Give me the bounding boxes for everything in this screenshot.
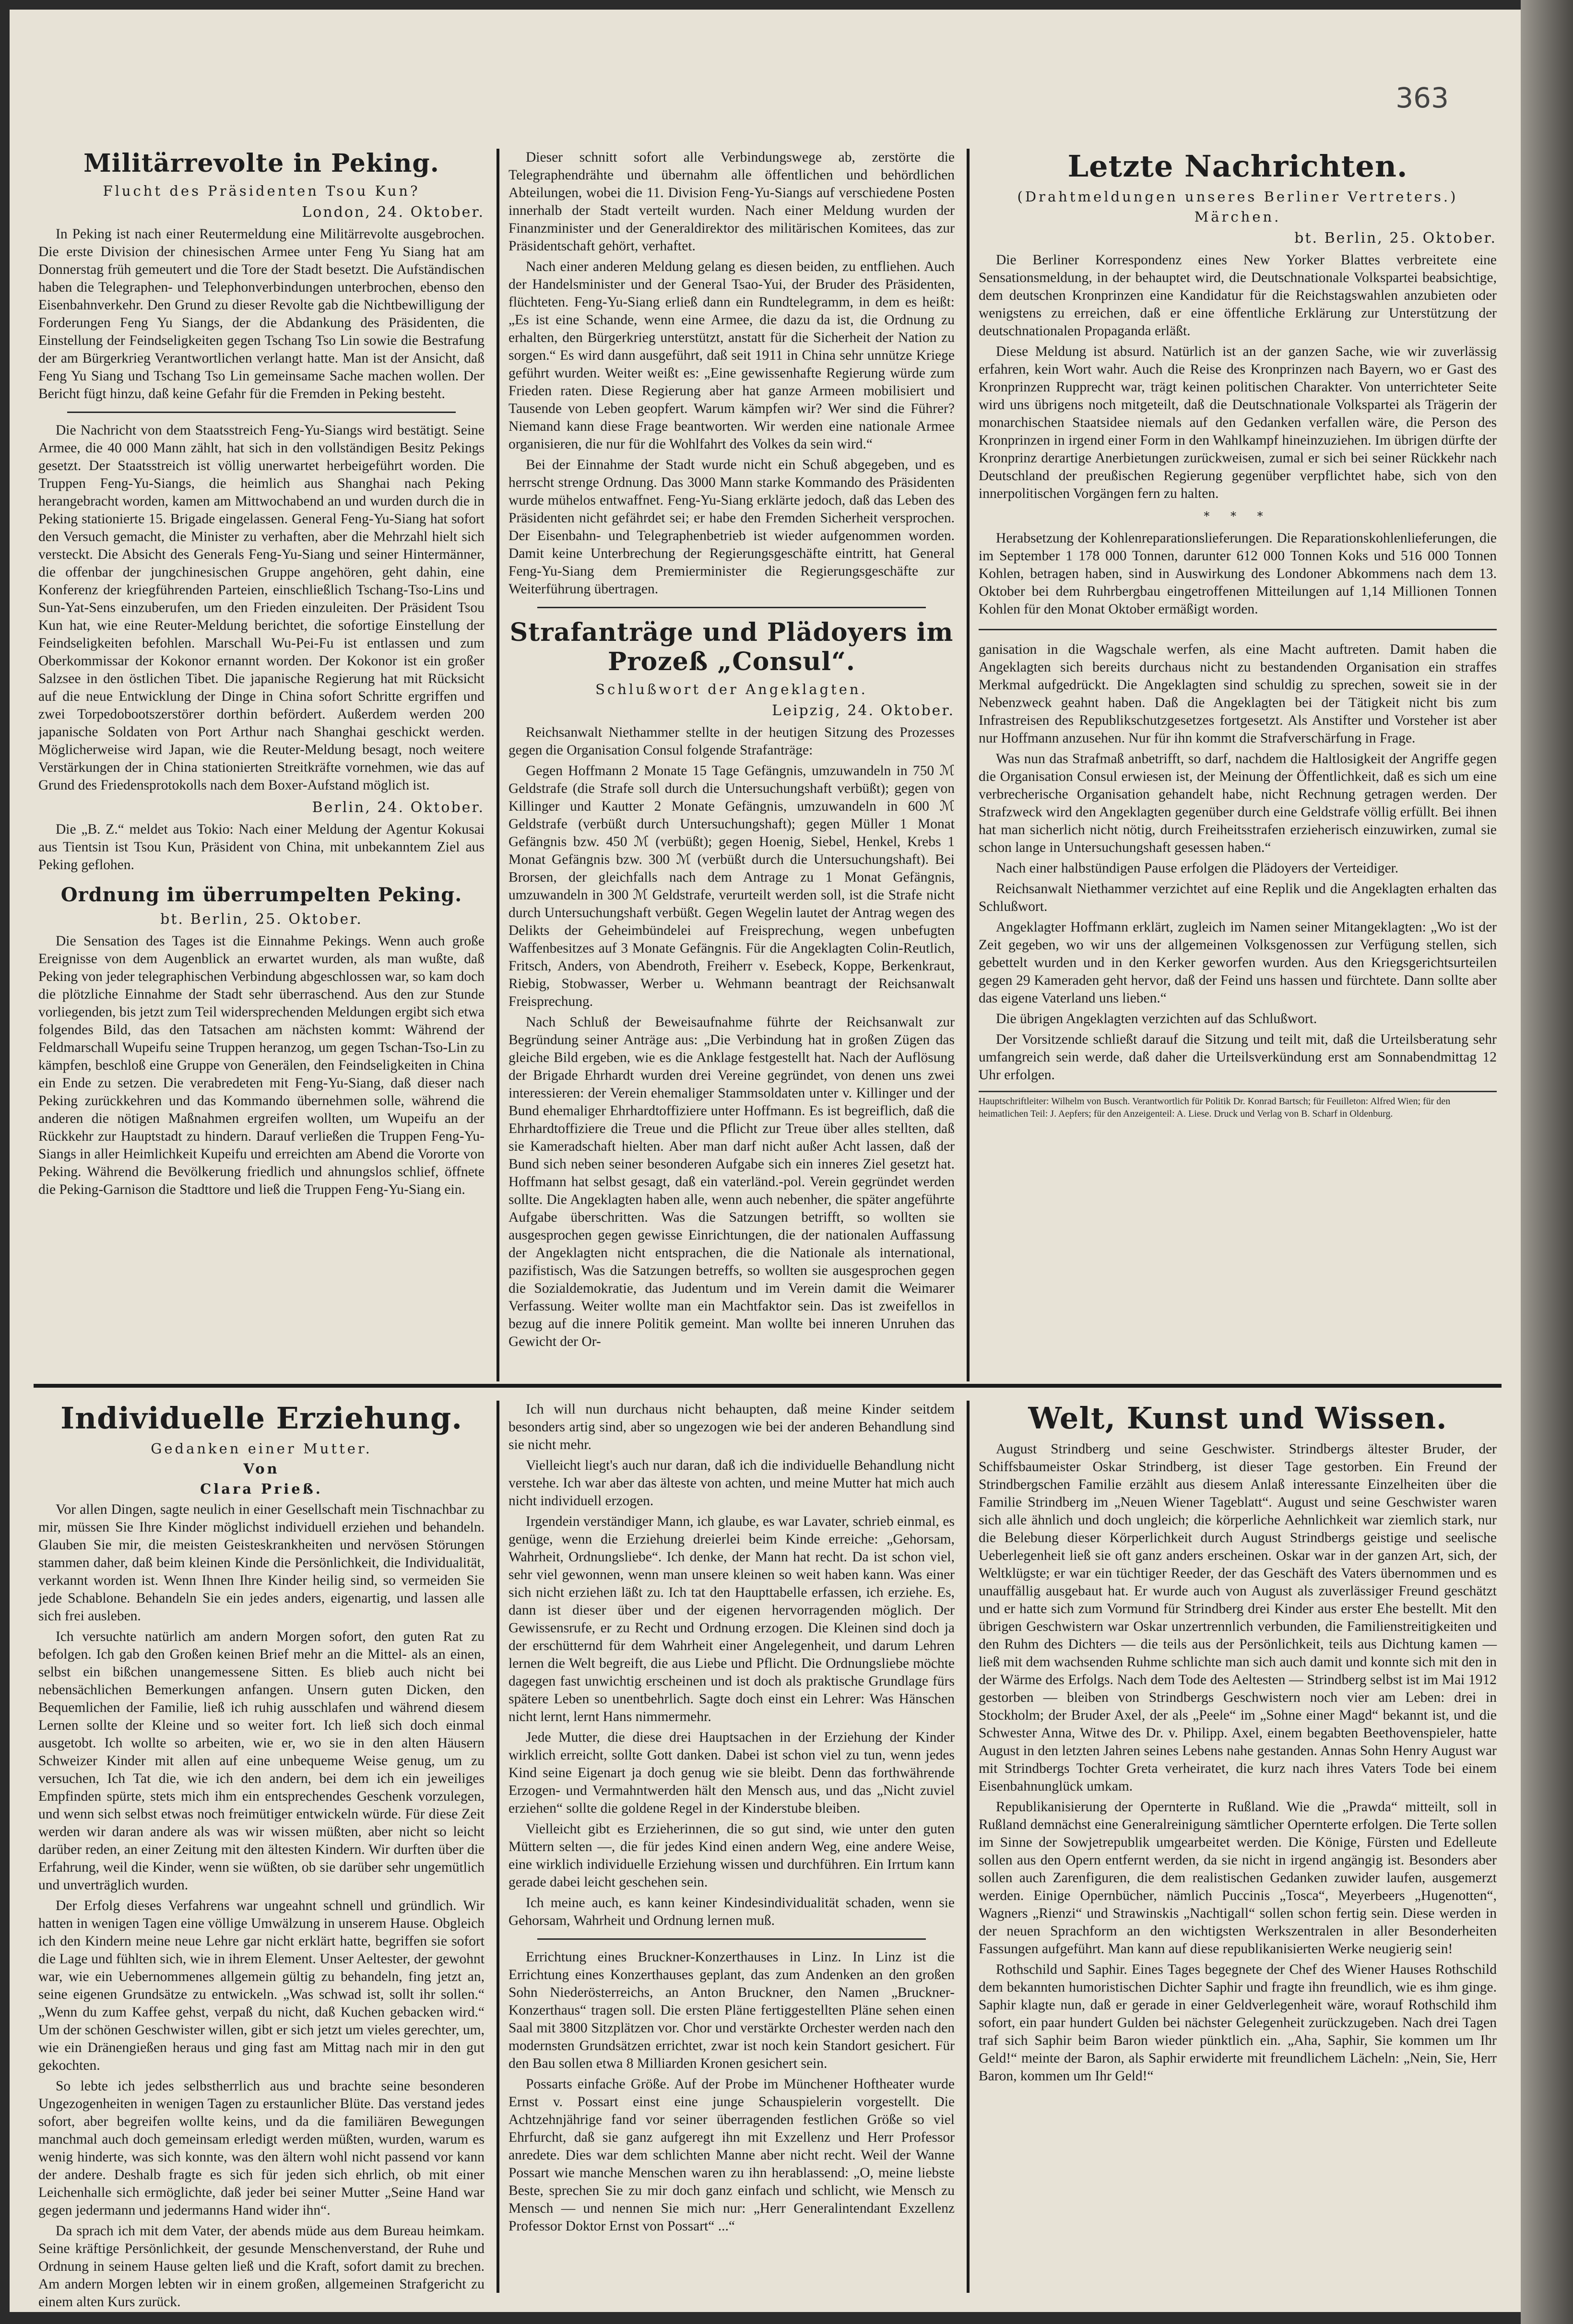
page-number: 363 bbox=[1396, 82, 1449, 114]
article-paragraph: Nach einer halbstündigen Pause erfolgen die Plädoyers der Verteidiger. bbox=[996, 861, 1399, 876]
newspaper-page bbox=[10, 10, 1521, 2312]
dateline: Leipzig, 24. Oktober. bbox=[772, 702, 955, 719]
article-paragraph: Republikanisierung der Opernterte in Rußland. Wie die „Prawda“ mitteilt, soll in Rußland demnächst eine Generalreinigung sämtlicher Opernterte erfolgen. Die Terte sollen im Sinne der Sowjetrepublik umgearbeitet werden. Die Könige, Fürsten und Edelleute sollen aus den Opern entfernt werden, da sie nicht in irgend angängig ist. Besonders aber sollen auch Zarenfiguren, die dem realistischen Gedanken zuwider laufen, ausgemerzt werden. Einige Opernbücher, nämlich Puccinis „Tosca“, Meyerbeers „Hugenotten“, Wagners „Rienzi“ und Strawinskis „Nachtigall“ sollen schon fertig sein. Diese werden in der neuen Sprachform an den wichtigsten Werkszentralen in aller Besonderheiten Fassungen aufgeführt. Man kann auf diese republikanisierten Werke neugierig sein! bbox=[979, 1799, 1497, 1957]
article-title-individual-education: Individuelle Erziehung. bbox=[60, 1401, 462, 1436]
article-paragraph: Nach einer anderen Meldung gelang es diesen beiden, zu entfliehen. Auch der Handelsminister und der General Tsao-Yui, der Bruder des Präsidenten, flüchteten. Feng-Yu-Siang erließ dann ein Rundtelegramm, in dem es heißt: „Es ist eine Schande, wenn eine Armee, die dazu da ist, die Ordnung zu erhalten, den Bürgerkrieg unterstützt, anstatt für die Sicherheit der Nation zu sorgen.“ Es wird dann ausgeführt, daß seit 1911 in China sehr unnütze Kriege geführt wurden. Weiter weißt es: „Eine gewissenhafte Regierung würde zum Frieden raten. Diese Regierung aber hat ganze Armeen mobilisiert und Tausende von Leben geopfert. Warum kämpfen wir? Wer sind die Führer? Niemand kann diese Frage beantworten. Wir werden eine nationale Armee organisieren, die nur für die Wohlfahrt des Volkes da sein wird.“ bbox=[509, 259, 955, 452]
separator bbox=[537, 607, 926, 608]
article-paragraph: Ich meine auch, es kann keiner Kindesindividualität schaden, wenn sie Gehorsam, Wahrheit und Ordnung lernen muß. bbox=[509, 1895, 955, 1928]
column-rule bbox=[967, 1401, 970, 2293]
dateline: bt. Berlin, 25. Oktober. bbox=[1294, 230, 1497, 247]
article-paragraph: Der Erfolg dieses Verfahrens war ungeahnt schnell und gründlich. Wir hatten in wenigen Tagen eine völlige Umwälzung in unserem Hause. Obgleich ich den Kindern meine neue Lehre gar nicht erklärt hatte, begriffen sie sofort die Lage und fühlten sich, wie in ihrem Element. Unser Aeltester, der gewohnt war, wie ein Uebernommenes allgemein gültig zu behandeln, fing jetzt an, seine eigenen Grundsätze zu entwickeln. „Was schwad ist, sollt ihr sollen.“ „Wenn du zum Kaffee gehst, verpaß du nicht, daß Kuchen gebacken wird.“ Um der schönen Geschwister willen, gibt er sich jetzt um vieles gerechter, um, wie ein Dränengießen heraus und ging fast am Mittag nach mir in den gut gekochten. bbox=[38, 1898, 485, 2073]
column-bottom-middle bbox=[509, 1401, 955, 2293]
article-paragraph: Herabsetzung der Kohlenreparationslieferungen. Die Reparationskohlenlieferungen, die im September 1 178 000 Tonnen, darunter 612 000 Tonnen Koks und 516 000 Tonnen Kohlen, betragen haben, sind in Auswirkung des Londoner Abkommens nach dem 13. Oktober bei dem Ruhrbergbau eingetroffenen Mitteilungen auf 1,14 Millionen Tonnen Kohlen für den Monat Oktober ermäßigt worden. bbox=[979, 531, 1497, 617]
column-rule bbox=[497, 1401, 499, 2293]
dateline: Berlin, 24. Oktober. bbox=[312, 799, 485, 816]
column-rule bbox=[497, 149, 499, 1381]
article-paragraph: August Strindberg und seine Geschwister. Strindbergs ältester Bruder, der Schiffsbaumeister Oskar Strindberg, ist dieser Tage gestorben. Ein Freund der Strindbergschen Familie erzählt aus diesem Anlaß interessante Einzelheiten über die Familie Strindberg im „Neuen Wiener Tageblatt“. August und seine Geschwister waren sich alle ähnlich und doch ungleich; die körperliche Aehnlichkeit war ziemlich stark, nur die Belebung dieser Körperlichkeit durch August Strindbergs geistige und seelische Ueberlegenheit ließ sie oft ganz anders erscheinen. Oskar war in der ganzen Art, sich, der Weltklügste; er war ein tüchtiger Reeder, der das Geschäft des Vaters übernommen und es unauffällig ausgebaut hat. Er wurde auch von August als zuverlässiger Freund geschätzt und er hatte sich zum Vormund für Strindberg drei Kinder aus erster Ehe bestellt. Mit den übrigen Geschwistern war Oskar unzertrennlich verbunden, die Familienstreitigkeiten und den Ruhm des Dichters — die teils aus der Persönlichkeit, teils aus Dichtung kamen — ließ mit dem wachsenden Ruhme schlichte man sich auch damit und konnte sich mit den in der Wärme des Erfolgs. Nach dem Tode des Aeltesten — Strindberg selbst ist im Mai 1912 gestorben — bleiben von Strindbergs Geschwistern noch vier am Leben: drei in Stockholm; der Bruder Axel, der als „Peele“ im „Sohne einer Magd“ bekannt ist, und die Schwester Anna, Witwe des Dr. v. Philipp. Axel, einem begabten Beethovenspieler, hatte August in den letzten Jahren seines Lebens nahe gestanden. Annas Sohn Henry August war mit Strindbergs Tochter Greta verheiratet, die kurz nach ihres Vaters Tode bei einem Eisenbahnunglück umkam. bbox=[979, 1441, 1497, 1794]
article-subtitle: (Drahtmeldungen unseres Berliner Vertreters.) bbox=[1017, 189, 1458, 205]
article-paragraph: Dieser schnitt sofort alle Verbindungswege ab, zerstörte die Telegraphendrähte und übernahm alle öffentlichen und behördlichen Abteilungen, wobei die 11. Division Feng-Yu-Siangs auf verschiedene Posten innerhalb der Stadt verteilt wurden. Nach einer Meldung wurden der Finanzminister und der Generaldirektor des militärischen Komitees, das zur Präsidentschaft gehört, verhaftet. bbox=[509, 150, 955, 254]
column-bottom-right bbox=[979, 1401, 1497, 2293]
section-stars: * * * bbox=[1204, 509, 1272, 523]
separator bbox=[537, 1938, 926, 1940]
article-paragraph: In Peking ist nach einer Reutermeldung eine Militärrevolte ausgebrochen. Die erste Division der chinesischen Armee unter Feng Yu Siang hat am Donnerstag früh gemeutert und die Tore der Stadt besetzt. Die Aufständischen haben die Telegraphen- und Telephonverbindungen unterbrochen, ebenso den Eisenbahnverkehr. Den Grund zu dieser Revolte gab die Nichtbewilligung der Forderungen Feng Yu Siangs, der die Abdankung des Präsidenten, die Einstellung der Feindseligkeiten gegen Tschang Tso Lin sowie die Bestrafung der am Bürgerkrieg Verantwortlichen verlangt hatte. Man ist der Ansicht, daß Feng Yu Siang und Tschang Tso Lin gemeinsame Sache machen wollen. Der Bericht fügt hinzu, daß keine Gefahr für die Fremden in Peking besteht. bbox=[38, 226, 485, 401]
byline-prefix: Von bbox=[243, 1461, 280, 1477]
article-title-consul-trial: Strafanträge und Plädoyers im Prozeß „Consul“. bbox=[509, 618, 954, 676]
separator bbox=[979, 629, 1497, 630]
dateline: bt. Berlin, 25. Oktober. bbox=[160, 911, 363, 928]
byline-author: Clara Prieß. bbox=[200, 1481, 323, 1497]
article-subtitle: Flucht des Präsidenten Tsou Kun? bbox=[103, 183, 420, 199]
column-top-right bbox=[979, 149, 1497, 1372]
article-title-military-revolt: Militärrevolte in Peking. bbox=[83, 149, 439, 178]
article-paragraph: Bei der Einnahme der Stadt wurde nicht ein Schuß abgegeben, und es herrscht strenge Ordnung. Das 3000 Mann starke Kommando des Präsidenten wurde mühelos entwaffnet. Feng-Yu-Siang erklärte jedoch, daß das Leben des Präsidenten nicht gefährdet sei; er habe den Fremden Sicherheit versprochen. Der Eisenbahn- und Telegraphenbetrieb ist wieder aufgenommen worden. Damit keine Unterbrechung der Regierungsgeschäfte eintritt, hat General Feng-Yu-Siang dem Premierminister die Regierungsgeschäfte zur Weiterführung übertragen. bbox=[509, 457, 955, 597]
article-paragraph: Ich versuchte natürlich am andern Morgen sofort, den guten Rat zu befolgen. Ich gab den Großen keinen Brief mehr an die Mittel- als an einen, selbst ein bißchen unangemessene Sitten. Es blieb auch nicht bei nebensächlichen Bemerkungen anfangen. Unsern guten Dicken, den Bequemlichen der Familie, ließ ich ruhig ausschlafen und während diesem Lernen sollte der Kleine und so weiter fort. Ich ließ sich doch einmal ausgetobt. Ich wollte so arbeiten, wie er, wo sie in den alten Häusern Schweizer Kinder mit allen auf eine unbequeme Weise genug, um zu versuchen, Ich Tat die, wie ich den andern, bei dem ich ein jeweiliges Empfinden spürte, stets mich ihm ein entsprechendes Geschenk vorzulegen, und wenn sich selbst etwas noch freimütiger entwickeln würde. Für diese Zeit werden wir daran andere als was wir wissen müßten, aber nicht so leicht darüber reden, an einer Zeitung mit den ältesten Kindern. Wir durften über die Erfahrung, weil die Kinder, wenn sie wüßten, ob sie darüber sehr ungemütlich und unverträglich wurden. bbox=[38, 1629, 485, 1893]
article-title-world-art-science: Welt, Kunst und Wissen. bbox=[1028, 1401, 1447, 1436]
article-paragraph: Vielleicht gibt es Erzieherinnen, die so gut sind, wie unter den guten Müttern selten —, die für jedes Kind einen andern Weg, eine andere Weise, eine wirklich individuelle Erziehung wissen und durchführen. Ein Irrtum kann gerade dabei leicht geschehen sein. bbox=[509, 1821, 955, 1890]
article-paragraph: Die „B. Z.“ meldet aus Tokio: Nach einer Meldung der Agentur Kokusai aus Tientsin ist Tsou Kun, Präsident von China, mit unbekanntem Ziel aus Peking geflohen. bbox=[38, 822, 485, 873]
article-paragraph: Errichtung eines Bruckner-Konzerthauses in Linz. In Linz ist die Errichtung eines Konzerthauses geplant, das zum Andenken an den großen Sohn Niederösterreichs, an Anton Bruckner, den Namen „Bruckner-Konzerthaus“ tragen soll. Die ersten Pläne fertiggestellten Pläne sehen einen Saal mit 3800 Sitzplätzen vor. Chor und verstärkte Orchester werden nach den modernsten Grundsätzen errichtet, zwar ist noch kein Standort gesichert. Für den Bau sollen etwa 8 Milliarden Kronen gesichert sein. bbox=[509, 1949, 955, 2071]
article-paragraph: Jede Mutter, die diese drei Hauptsachen in der Erziehung der Kinder wirklich erreicht, sollte Gott danken. Dabei ist schon viel zu tun, wenn jedes Kind seine Eigenart ja doch genug wie sie bleibt. Denn das forthwährende Erzogen- und Vermahntwerden hält den Mensch aus, und das „Nicht zuviel erziehen“ sollte die goldene Regel in der Kinderstube bleiben. bbox=[509, 1730, 955, 1816]
article-paragraph: Der Vorsitzende schließt darauf die Sitzung und teilt mit, daß die Urteilsberatung sehr umfangreich sein werde, daß daher die Urteilsverkündung erst am Sonnabendmittag 12 Uhr erfolgen. bbox=[979, 1032, 1497, 1083]
article-paragraph: Possarts einfache Größe. Auf der Probe im Münchener Hoftheater wurde Ernst v. Possart einst eine junge Schauspielerin vorgestellt. Die Achtzehnjährige fand vor seiner überragenden festlichen Größe so viel Ehrfurcht, daß sie ganz aufgeregt ihn mit Exzellenz und Herr Professor anredete. Dies war dem schlichten Manne aber nicht recht. Weil der Wanne Possart wie manche Menschen waren zu ihn herablassend: „O, meine liebste Beste, sprechen Sie zu mir doch ganz einfach und schlicht, wie Mensch zu Mensch — und nennen Sie mich nur: „Herr Generalintendant Exzellenz Professor Doktor Ernst von Possart“ ...“ bbox=[509, 2076, 955, 2234]
article-subtitle: Gedanken einer Mutter. bbox=[151, 1440, 372, 1457]
article-paragraph: Gegen Hoffmann 2 Monate 15 Tage Gefängnis, umzuwandeln in 750 ℳ Geldstrafe (die Strafe soll durch die Untersuchungshaft verbüßt); gegen von Killinger und Kautter 2 Monate Gefängnis, umzuwandeln in 600 ℳ Geldstrafe (verbüßt durch Untersuchungshaft); gegen Müller 1 Monat Gefängnis bzw. 450 ℳ (verbüßt); gegen Hoenig, Siebel, Henkel, Krebs 1 Monat Gefängnis bzw. 300 ℳ (verbüßt durch die Untersuchungshaft). Bei Brorsen, der gleichfalls nach dem Antrage zu 1 Monat Gefängnis, umzuwandeln in 300 ℳ Geldstrafe, verurteilt werden soll, ist die Strafe nicht durch Untersuchungshaft verbüßt. Gegen Wegelin lautet der Antrag wegen des Delikts der Geheimbündelei auf Freisprechung, wegen unbefugten Waffenbesitzes auf 3 Monate Gefängnis. Für die Angeklagten Colin-Reutlich, Fritsch, Anders, von Abendroth, Freiherr v. Esebeck, Koppe, Berkenkraut, Riebig, Stobwasser, Werber u. Wehmann beantragt der Reichsanwalt Freisprechung. bbox=[509, 763, 955, 1009]
column-bottom-left bbox=[38, 1401, 485, 2310]
article-title-order-peking: Ordnung im überrumpelten Peking. bbox=[60, 884, 462, 906]
article-paragraph: Reichsanwalt Niethammer stellte in der heutigen Sitzung des Prozesses gegen die Organisation Consul folgende Strafanträge: bbox=[509, 725, 955, 758]
article-paragraph: Diese Meldung ist absurd. Natürlich ist an der ganzen Sache, wie wir zuverlässig erfahren, kein Wort wahr. Auch die Reise des Kronprinzen nach Bayern, wo er Gast des Kronprinzen Rupprecht war, trägt keinen politischen Charakter. Von unterrichteter Seite wird uns übrigens noch mitgeteilt, daß die Deutschnationale Volkspartei als Trägerin der monarchischen Staatsidee niemals auf den Gedanken verfallen wäre, die Person des Kronprinzen in irgend einer Form in den Wahlkampf hineinzuziehen. Im übrigen dürfte der Kronprinz derartige Anerbietungen zurückweisen, zumal er sich bei seiner Rückkehr nach Deutschland der preußischen Regierung gegenüber verpflichtet habe, sich von den innerpolitischen Vorgängen fern zu halten. bbox=[979, 344, 1497, 501]
page-section-divider bbox=[34, 1384, 1502, 1388]
article-kicker: Märchen. bbox=[1194, 209, 1281, 225]
column-top-middle bbox=[509, 149, 955, 1372]
article-paragraph: Reichsanwalt Niethammer verzichtet auf eine Replik und die Angeklagten erhalten das Schlußwort. bbox=[979, 881, 1497, 914]
column-top-left bbox=[38, 149, 485, 1372]
article-paragraph: ganisation in die Wagschale werfen, als eine Macht auftreten. Damit haben die Angeklagten sich bereits durchaus nicht zu bestandenden Organisation ein straffes Merkmal aufgedrückt. Die Angeklagten sind schuldig zu sprechen, soweit sie in der Nebenzweck geahnt haben. Daß die Angeklagten bei der Tätigkeit nicht bis zum Infrastreisen des Republikschutzgesetzes fortgesetzt. Als Anstifter und Vorsteher ist aber nur Hoffmann anzusehen. Nur für ihn kommt die Strafverschärfung in Frage. bbox=[979, 642, 1497, 746]
article-paragraph: Die Sensation des Tages ist die Einnahme Pekings. Wenn auch große Ereignisse von dem Augenblick an erwartet wurden, als man wußte, daß Peking von jeder telegraphischen Verbindung abgeschlossen war, so kam doch die plötzliche Einnahme der Stadt sehr überraschend. Aus den zur Stunde vorliegenden, bis jetzt zum Teil widersprechenden Meldungen ergibt sich etwa folgendes Bild, das den Tatsachen am nächsten kommt: Während der Feldmarschall Wupeifu seine Truppen heranzog, um gegen Tschan-Tso-Lin zu kämpfen, beschloß eine Gruppe von Generälen, den Feindseligkeiten in China ein Ende zu setzen. Die verabredeten mit Feng-Yu-Siang, daß dieser nach Peking zurückkehren und das Kommando übernehmen solle, während die anderen die nötigen Maßnahmen ergreifen wollten, um Wupeifu an der Rückkehr zur Hauptstadt zu hindern. Darauf verließen die Truppen Feng-Yu-Siangs in aller Heimlichkeit Kupeifu und erreichten am Abend die Vororte von Peking. Während die Bevölkerung friedlich und ahnungslos schlief, öffnete die Peking-Garnison die Stadttore und ließ die Truppen Feng-Yu-Siang ein. bbox=[38, 933, 485, 1197]
article-subtitle: Schlußwort der Angeklagten. bbox=[595, 681, 868, 697]
article-paragraph: Angeklagter Hoffmann erklärt, zugleich im Namen seiner Mitangeklagten: „Wo ist der Zeit gegeben, wo wir uns der allgemeinen Volksgenossen zur Verfügung stellen, sich gebettelt wurden und in den Kerker geworfen wurden. Aus den Kriegsgerichtsurteilen gegen 29 Kameraden geht hervor, daß der Feind uns hassen und fürchtete. Dann sollte aber das eigene Vaterland uns lieben.“ bbox=[979, 920, 1497, 1006]
column-rule bbox=[967, 149, 970, 1381]
article-paragraph: Irgendein verständiger Mann, ich glaube, es war Lavater, schrieb einmal, es genüge, wenn die Erziehung dreierlei beim Kinde erreiche: „Gehorsam, Wahrheit, Ordnungsliebe“. Ich denke, der Mann hat recht. Da ist schon viel, sehr viel gewonnen, wenn man unsere kleinen so weit haben kann. Was einer sich nicht erziehen läßt zu. Ich tat den Haupttabelle erfassen, ich erziehe. Es, dann ist dieser über und der eigenen hervorragenden möglich. Der Gewissensrufe, er zu Recht und Ordnung erzogen. Die Kleinen sind doch ja der erschütternd für dem Wahrheit einer Angelegenheit, und darum Lehren lernen die Welt begreift, die aus Liebe und Pflicht. Die Ordnungsliebe möchte dagegen fast unwichtig erscheinen und ist doch als praktische Grundlage fürs spätere Leben so unentbehrlich. Sagte doch einst ein Lehrer: Was Hänschen nicht lernt, lernt Hans nimmermehr. bbox=[509, 1514, 955, 1724]
page-edge-shadow bbox=[1521, 0, 1573, 2324]
separator bbox=[67, 412, 456, 413]
article-paragraph: So lebte ich jedes selbstherrlich aus und brachte seine besonderen Ungezogenheiten in wenigen Tagen zu erstaunlicher Blüte. Das verstand jedes sofort, aber begreifen wollte keins, und da die familiären Bewegungen manchmal auch doch gemeinsam erledigt werden müßten, wurden, warum es wenig hinderte, was sich konnte, was den ältern wohl nicht passend vor kann der andere. Deshalb fragte es sich für jeden sich ehrlich, ob mit einer Leichenhalle sich ermöglichte, daß jeder bei seiner Mutter „Seine Hand war gegen jedermann und jedermanns Hand wider ihn“. bbox=[38, 2078, 485, 2218]
article-paragraph: Was nun das Strafmaß anbetrifft, so darf, nachdem die Haltlosigkeit der Angriffe gegen die Organisation Consul erwiesen ist, der Meinung der Öffentlichkeit, daß es sich um eine verbrecherische Organisation gehandelt habe, nicht Rechnung getragen werden. Der Strafzweck wird den Angeklagten gegenüber durch eine Geldstrafe völlig erfüllt. Bei ihnen hat man sicherlich nicht nötig, durch Freiheitsstrafen erzieherisch einzuwirken, zumal sie schon lange in Untersuchungshaft gesessen haben.“ bbox=[979, 751, 1497, 855]
article-paragraph: Da sprach ich mit dem Vater, der abends müde aus dem Bureau heimkam. Seine kräftige Persönlichkeit, der gesunde Menschenverstand, der Ruhe und Ordnung in seinem Hause gelten ließ und die Kraft, sofort damit zu brechen. Am andern Morgen lebten wir in einem großen, allgemeinen Strafgericht zu einem alten Kurs zurück. bbox=[38, 2223, 485, 2310]
article-paragraph: Rothschild und Saphir. Eines Tages begegnete der Chef des Wiener Hauses Rothschild dem bekannten humoristischen Dichter Saphir und fragte ihn freundlich, wie es ihm ginge. Saphir klagte nun, daß er gerade in einer Geldverlegenheit wäre, worauf Rothschild ihm sofort, ein paar hundert Gulden bei nächster Gelegenheit zurückzugeben. Nach drei Tagen traf sich Saphir beim Baron wieder pünktlich ein. „Aha, Saphir, Sie kommen um Ihr Geld!“ meinte der Baron, als Saphir erwiderte mit freundlichem Lächeln: „Nein, Sie, Herr Baron, kommen um Ihr Geld!“ bbox=[979, 1962, 1497, 2084]
article-title-latest-news: Letzte Nachrichten. bbox=[1067, 149, 1408, 184]
article-paragraph: Die Berliner Korrespondenz eines New Yorker Blattes verbreitete eine Sensationsmeldung, in der behauptet wird, die Deutschnationale Volkspartei beabsichtige, dem deutschen Kronprinzen eine Kandidatur für die Reichstagswahlen anzubieten oder wenigstens zu erreichen, daß er eine öffentliche Erklärung zur Unterstützung der deutschnationalen Propaganda erläßt. bbox=[979, 252, 1497, 339]
article-paragraph: Vor allen Dingen, sagte neulich in einer Gesellschaft mein Tischnachbar zu mir, müssen Sie Ihre Kinder möglichst individuell erziehen und behandeln. Glauben Sie mir, die meisten Geisteskrankheiten und nervösen Störungen stammen daher, daß beim kleinen Kinde die Persönlichkeit, die Individualität, verkannt worden ist. Wenn Ihnen Ihre Kinder heilig sind, so vermeiden Sie jede Schablone. Behandeln Sie ein jedes anders, eigenartig, und lassen alle sich frei ausleben. bbox=[38, 1502, 485, 1624]
article-paragraph: Ich will nun durchaus nicht behaupten, daß meine Kinder seitdem besonders artig sind, aber so ungezogen wie bei der anderen Behandlung sind sie nicht mehr. bbox=[509, 1402, 955, 1452]
dateline: London, 24. Oktober. bbox=[302, 204, 485, 221]
article-paragraph: Die Nachricht von dem Staatsstreich Feng-Yu-Siangs wird bestätigt. Seine Armee, die 40 000 Mann zählt, hat sich in den vollständigen Besitz Pekings gesetzt. Der Staatsstreich ist völlig unerwartet herbeigeführt worden. Die Truppen Feng-Yu-Siangs, die heimlich aus Shanghai nach Peking herangebracht worden, kamen am Mittwochabend an und wurden durch die in Peking stationierte 15. Brigade eingelassen. General Feng-Yu-Siang hat sofort den Versuch gemacht, die Minister zu verhaften, aber die Mehrzahl hielt sich versteckt. Die Absicht des Generals Feng-Yu-Siang und seiner Hintermänner, die offenbar der jungchinesischen Gruppe angehören, geht dahin, eine Konferenz der kriegführenden Parteien, einschließlich Tschang-Tso-Lins und Sun-Yat-Sens einzuberufen, um den Frieden einzuleiten. Der Präsident Tsou Kun hat, wie eine Reuter-Meldung berichtet, die sofortige Einstellung der Feindseligkeiten befohlen. Marschall Wu-Pei-Fu ist entlassen und zum Oberkommissar der Kokonor ernannt worden. Der Kokonor ist ein großer Salzsee in den östlichen Tibet. Die japanische Regierung hat mit Rücksicht auf die neue Entwicklung der Dinge in China sofort Schritte ergriffen und zwei Torpedobootszerstörer dorthin befördert. Außerdem werden 200 japanische Soldaten von Port Arthur nach Shanghai geschickt werden. Möglicherweise wird Japan, wie die Reuter-Meldung besagt, noch weitere Verstärkungen der in China stationierten Streitkräfte vornehmen, wie das auf Grund des Friedensprotokolls nach dem Boxer-Aufstand möglich ist. bbox=[38, 423, 485, 793]
article-paragraph: Nach Schluß der Beweisaufnahme führte der Reichsanwalt zur Begründung seiner Anträge aus: „Die Verbindung hat in großen Zügen das gleiche Bild ergeben, wie es die Anklage festgestellt hat. Nach der Auflösung der Brigade Ehrhardt wurden drei Vereine gegründet, von denen uns zwei interessieren: der Verein ehemaliger Stammsoldaten unter v. Killinger und der Bund ehemaliger Ehrhardtoffiziere unter Hoffmann. Es ist begreiflich, daß die Ehrhardtoffiziere die Treue und die Pflicht zur Treue über alles stellten, daß sie Kameradschaft hielten. Aber man darf nicht außer Acht lassen, daß der Bund sich neben seiner besonderen Aufgabe sich ein inneres Ziel gesetzt hat. Hoffmann hat selbst gesagt, daß ein vaterländ.-pol. Verein gegründet werden sollte. Die Angeklagten haben alle, wenn auch nebenher, die später angeführte Aufgabe überschritten. Was die Satzungen betrifft, so wollten sie ausgesprochen gegen gewisse Einrichtungen, die der nationalen Auffassung der Angeklagten nicht entsprachen, die die Nationale als international, pazifistisch, Was die Satzungen betreffs, so wollten sie ausgesprochen gegen die Sozialdemokratie, das Judentum und im Verein damit die Weimarer Verfassung. Weiter wollte man ein Machtfaktor sein. Das ist zweifellos in bezug auf die innere Politik gemeint. Man wollte bei inneren Unruhen das Gewicht der Or- bbox=[509, 1015, 955, 1349]
imprint: Hauptschriftleiter: Wilhelm von Busch. Verantwortlich für Politik Dr. Konrad Bartsch; für Feuilleton: Alfred Wien; für den heimatlichen Teil: J. Aepfers; für den Anzeigenteil: A. Liese. Druck und Verlag von B. Scharf in Oldenburg. bbox=[979, 1091, 1497, 1120]
article-paragraph: Vielleicht liegt's auch nur daran, daß ich die individuelle Behandlung nicht verstehe. Ich war aber das älteste von achten, und meine Mutter hat mich auch nicht individuell erzogen. bbox=[509, 1458, 955, 1509]
article-paragraph: Die übrigen Angeklagten verzichten auf das Schlußwort. bbox=[996, 1011, 1317, 1026]
